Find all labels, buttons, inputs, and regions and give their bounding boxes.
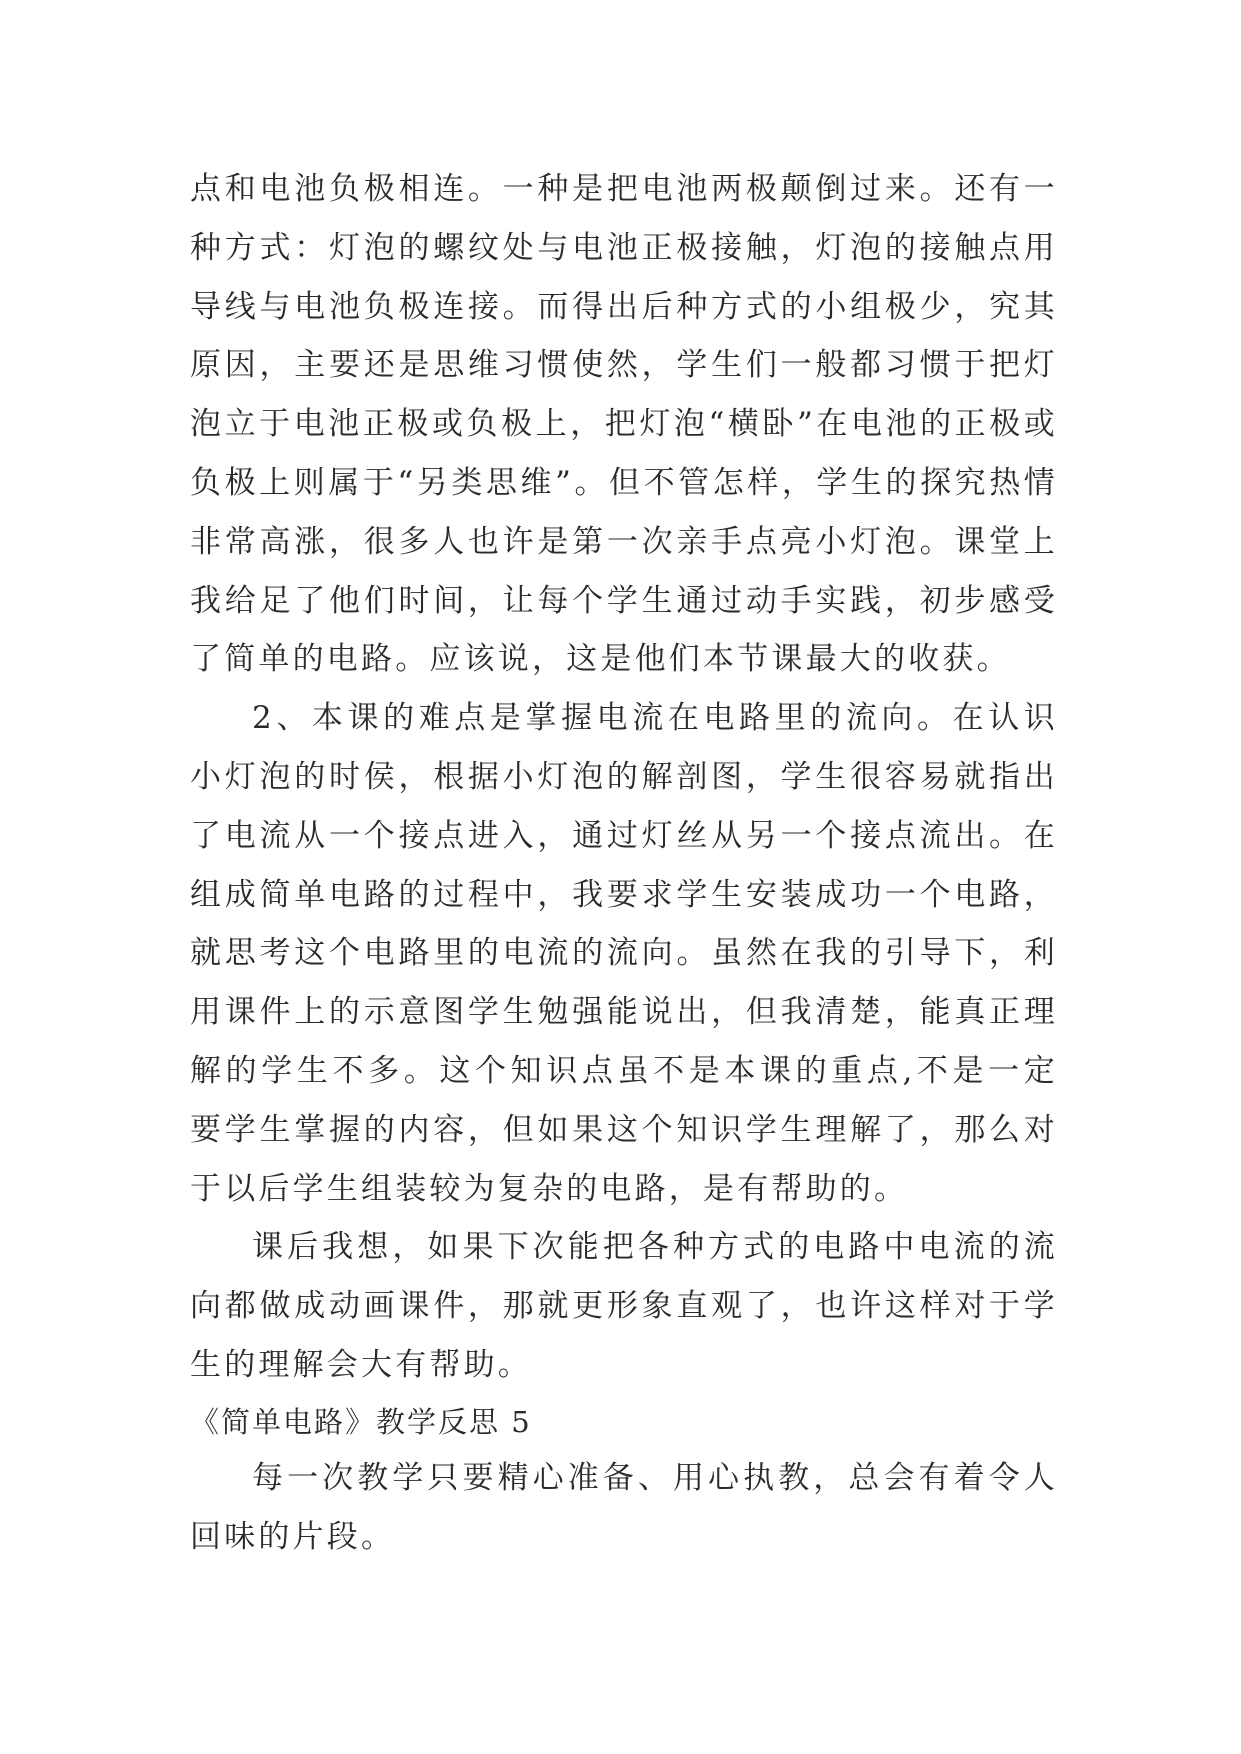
paragraph-opening: 每一次教学只要精心准备、用心执教，总会有着令人回味的片段。: [190, 1459, 1058, 1555]
paragraph-afterthought: 课后我想，如果下次能把各种方式的电路中电流的流向都做成动画课件，那就更形象直观了，也许这样对于学生的理解会大有帮助。: [190, 1229, 1058, 1383]
document-body: [190, 160, 1058, 1566]
paragraph-difficulty: 2、本课的难点是掌握电流在电路里的流向。在认识小灯泡的时侯，根据小灯泡的解剖图，学生很容易就指出了电流从一个接点进入，通过灯丝从另一个接点流出。在组成简单电路的过程中，我要求学生安装成功一个电路，就思考这个电路里的电流的流向。虽然在我的引导下，利用课件上的示意图学生勉强能说出，但我清楚，能真正理解的学生不多。这个知识点虽不是本课的重点,不是一定要学生掌握的内容，但如果这个知识学生理解了，那么对于以后学生组装较为复杂的电路，是有帮助的。: [190, 700, 1058, 1207]
paragraph-continuation: 点和电池负极相连。一种是把电池两极颠倒过来。还有一种方式：灯泡的螺纹处与电池正极接触，灯泡的接触点用导线与电池负极连接。而得出后种方式的小组极少，究其原因，主要还是思维习惯使然，学生们一般都习惯于把灯泡立于电池正极或负极上，把灯泡“横卧”在电池的正极或负极上则属于“另类思维”。但不管怎样，学生的探究热情非常高涨，很多人也许是第一次亲手点亮小灯泡。课堂上我给足了他们时间，让每个学生通过动手实践，初步感受了简单的电路。应该说，这是他们本节课最大的收获。: [190, 171, 1058, 678]
section-heading: 《简单电路》教学反思 5: [190, 1404, 532, 1439]
